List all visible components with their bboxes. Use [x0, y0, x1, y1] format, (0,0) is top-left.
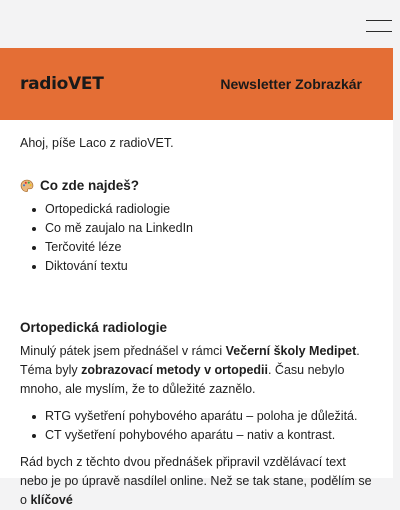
toc-item[interactable]: Co mě zaujalo na LinkedIn: [30, 219, 373, 238]
toc-list: [30, 200, 373, 276]
menu-icon-line: [366, 20, 392, 21]
toc-item[interactable]: Ortopedická radiologie: [30, 200, 373, 219]
list-item: CT vyšetření pohybového aparátu – nativ a kontrast.: [30, 426, 373, 445]
bold-text: zobrazovací metody v ortopedii: [81, 363, 268, 377]
bullet-list: [30, 407, 373, 445]
toc-item[interactable]: Diktování textu: [30, 257, 373, 276]
toc-heading-text: Co zde najdeš?: [40, 178, 140, 193]
greeting: Ahoj, píše Laco z radioVET.: [20, 136, 174, 150]
paragraph-text: Rád bych z těchto dvou přednášek připravil vzdělávací text nebo je po úpravě nasdílel online. Než se tak stane, podělím se o: [20, 455, 372, 507]
newsletter-header: [0, 48, 393, 120]
menu-icon[interactable]: [366, 17, 392, 35]
newsletter-card: [0, 48, 393, 507]
toc-heading: [20, 176, 373, 195]
newsletter-title: Newsletter Zobrazkár: [220, 76, 362, 92]
newsletter-content: [0, 120, 393, 510]
paragraph-text: . Téma byly: [20, 344, 360, 377]
section-paragraph: [20, 342, 373, 399]
section-heading: Ortopedická radiologie: [20, 320, 168, 335]
section-paragraph: [20, 453, 373, 510]
paragraph-text: Minulý pátek jsem přednášel v rámci: [20, 344, 226, 358]
menu-icon-line: [366, 31, 392, 32]
logo[interactable]: radioVET: [20, 74, 104, 94]
list-item: RTG vyšetření pohybového aparátu – poloha je důležitá.: [30, 407, 373, 426]
paragraph-text: . Času nebylo mnoho, ale myslím, že to důležité zaznělo.: [20, 363, 345, 396]
bold-text: klíčové: [30, 493, 73, 507]
bold-text: Večerní školy Medipet: [225, 344, 357, 358]
palette-icon: [20, 179, 34, 193]
toc-item[interactable]: Terčovité léze: [30, 238, 373, 257]
top-bar: [0, 0, 400, 48]
